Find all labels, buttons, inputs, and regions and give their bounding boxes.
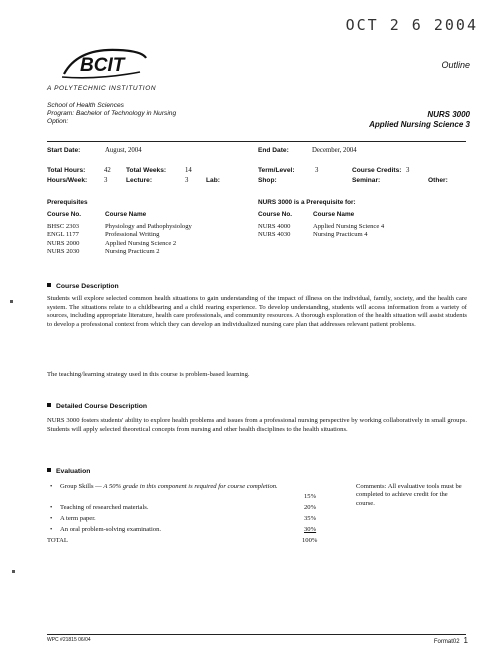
prerequisites-list — [47, 223, 192, 257]
course-credits-label: Course Credits: — [352, 167, 402, 174]
total-weeks-value: 14 — [185, 167, 192, 174]
received-date-stamp: OCT 2 6 2004 — [345, 16, 478, 34]
evaluation-total-label: TOTAL — [47, 537, 68, 544]
bcit-logo — [58, 44, 150, 82]
bullet-square-icon — [47, 468, 51, 472]
logo-wordmark: BCIT — [80, 55, 125, 76]
bullet-square-icon — [47, 403, 51, 407]
evaluation-item: • Group Skills — A 50% grade in this component is required for course completion. — [50, 483, 278, 490]
bullet-dot-icon: • — [50, 515, 53, 522]
footer-format — [434, 636, 468, 645]
footer-format-code: Format02 — [433, 639, 460, 645]
prereqfor-col-course-no: Course No. — [258, 211, 293, 218]
evaluation-total-pct: 100% — [302, 537, 318, 544]
total-weeks-label: Total Weeks: — [126, 167, 167, 174]
prereq-col-course-name: Course Name — [105, 211, 147, 218]
lecture-value: 3 — [185, 177, 189, 184]
course-credits-value: 3 — [406, 167, 410, 174]
prereq-col-course-no: Course No. — [47, 211, 82, 218]
evaluation-item: • An oral problem-solving examination. — [50, 526, 162, 533]
hours-week-value: 3 — [104, 177, 108, 184]
course-description-heading: Course Description — [47, 283, 119, 290]
evaluation-heading: Evaluation — [47, 468, 90, 475]
total-hours-value: 42 — [104, 167, 111, 174]
evaluation-pct: 30% — [304, 526, 317, 533]
evaluation-pct: 15% — [304, 493, 317, 500]
course-title: Applied Nursing Science 3 — [369, 120, 470, 129]
list-item: ENGL 1177 Professional Writing — [47, 231, 160, 239]
list-item: NURS 4030 Nursing Practicum 4 — [258, 231, 368, 239]
end-date-label: End Date: — [258, 147, 289, 154]
evaluation-pct: 20% — [304, 504, 317, 511]
start-date-row — [47, 147, 80, 154]
end-date-value: December, 2004 — [312, 147, 357, 154]
list-item: BHSC 2303 Physiology and Pathophysiology — [47, 223, 192, 230]
course-identity — [369, 110, 470, 130]
bullet-square-icon — [47, 283, 51, 287]
other-label: Other: — [428, 177, 448, 184]
start-date-value: August, 2004 — [105, 147, 142, 154]
total-hours-label: Total Hours: — [47, 167, 86, 174]
teaching-strategy-text: The teaching/learning strategy used in this course is problem-based learning. — [47, 371, 250, 378]
header-divider — [47, 141, 466, 142]
school-info — [47, 102, 176, 126]
shop-label: Shop: — [258, 177, 277, 184]
term-level-value: 3 — [315, 167, 319, 174]
scan-mark — [10, 300, 13, 303]
prerequisites-title: Prerequisites — [47, 199, 88, 206]
hours-week-label: Hours/Week: — [47, 177, 88, 184]
option-label: Option: — [47, 118, 69, 125]
evaluation-item: • A term paper. — [50, 515, 96, 522]
evaluation-comments: Comments: All evaluative tools must be completed to achieve credit for the course. — [356, 483, 462, 507]
school-name: School of Health Sciences — [47, 102, 124, 109]
list-item: NURS 4000 Applied Nursing Science 4 — [258, 223, 385, 230]
seminar-label: Seminar: — [352, 177, 381, 184]
detailed-description-heading: Detailed Course Description — [47, 403, 147, 410]
evaluation-item: • Teaching of researched materials. — [50, 504, 149, 511]
prerequisite-for-title: NURS 3000 is a Prerequisite for: — [258, 199, 356, 206]
institution-tagline: A POLYTECHNIC INSTITUTION — [47, 85, 157, 92]
footer-divider — [47, 634, 466, 635]
course-description-text: Students will explore selected common health situations to gain understanding of the impact of illness on the individual, family, society, and the health care system. The situations relate to a childbearing and a child rearing experience. To develop understanding, students will access information from a variety of sources, including appropriate literature, health care professionals, and community resources. A thorough exploration of the health situation will assist students to develop a professional context from which they can develop an individualized nursing care plan that addresses relevant patient problems. — [47, 295, 467, 328]
start-date-label: Start Date: — [47, 147, 81, 154]
prerequisite-for-list — [258, 223, 384, 240]
term-level-label: Term/Level: — [258, 167, 295, 174]
page-number: 1 — [463, 636, 468, 645]
document-type-label: Outline — [441, 60, 470, 70]
program-name: Program: Bachelor of Technology in Nursing — [47, 110, 177, 117]
lecture-label: Lecture: — [126, 177, 153, 184]
footer-reference: WPC #21815 06/04 — [47, 637, 91, 643]
bullet-dot-icon: • — [50, 504, 53, 511]
scan-mark — [12, 570, 15, 573]
list-item: NURS 2000 Applied Nursing Science 2 — [47, 239, 177, 247]
prereqfor-col-course-name: Course Name — [313, 211, 355, 218]
bullet-dot-icon: • — [50, 483, 53, 490]
evaluation-pct: 35% — [304, 515, 317, 522]
bullet-dot-icon: • — [50, 526, 53, 533]
lab-label: Lab: — [206, 177, 220, 184]
course-code: NURS 3000 — [427, 110, 470, 119]
list-item: NURS 2030 Nursing Practicum 2 — [47, 248, 160, 256]
detailed-description-text: NURS 3000 fosters students' ability to explore health problems and issues from a professional nursing perspective by working collaboratively in small groups. Students will apply selected theoretical concepts from nursing and other health disciplines to the health situations. — [47, 417, 467, 433]
